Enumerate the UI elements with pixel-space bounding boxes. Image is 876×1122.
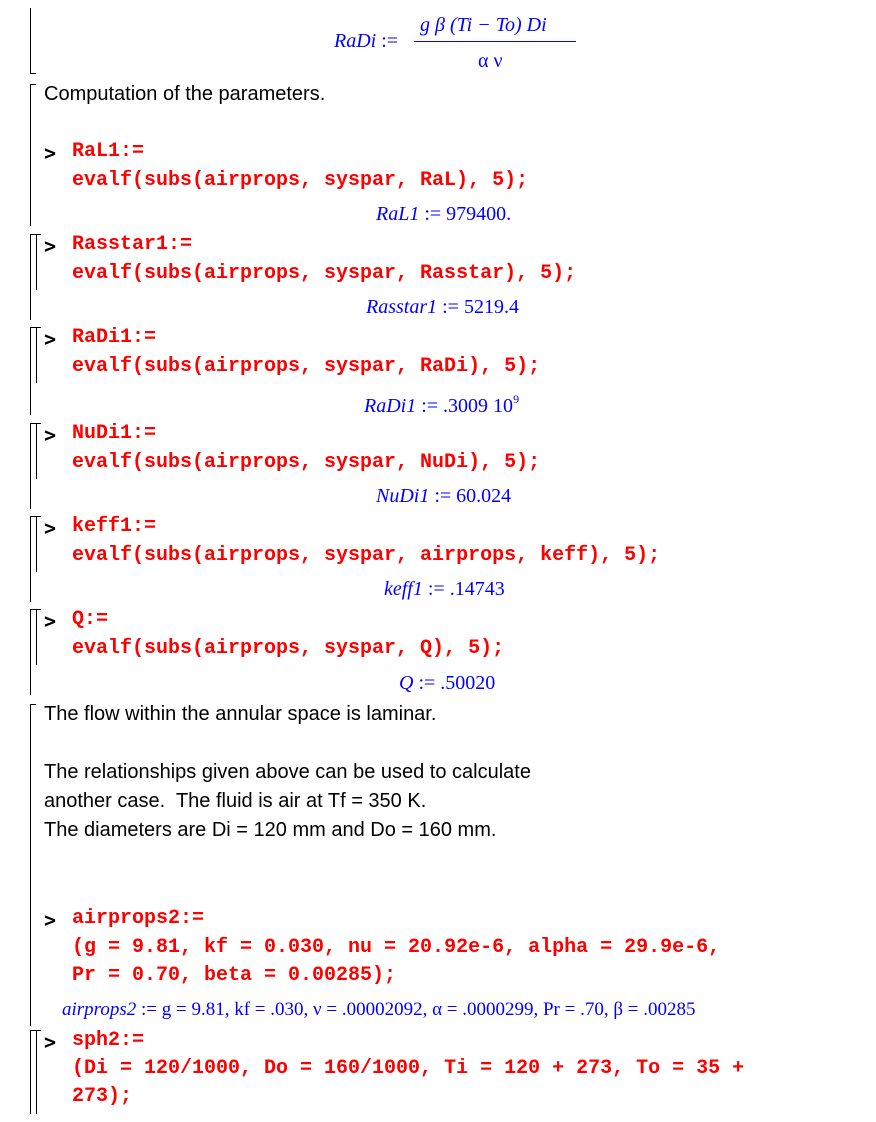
group-bracket: [30, 423, 31, 509]
fraction-bar: [414, 41, 576, 42]
prompt-symbol: >: [44, 1030, 57, 1054]
input-bracket: [36, 423, 37, 479]
text-relationships-line2: another case. The fluid is air at Tf = 350 K.: [44, 790, 427, 812]
input-bracket: [36, 234, 37, 290]
input-bracket: [36, 1030, 37, 1114]
prompt-symbol: >: [44, 327, 57, 351]
cmd-q-line2[interactable]: evalf(subs(airprops, syspar, Q), 5);: [72, 637, 505, 660]
group-bracket: [30, 704, 31, 1026]
cmd-keff1-line2[interactable]: evalf(subs(airprops, syspar, airprops, keff), 5);: [72, 544, 661, 567]
cmd-q-line1[interactable]: Q:=: [72, 608, 109, 631]
cmd-sph2-line2[interactable]: (Di = 120/1000, Do = 160/1000, Ti = 120 + 273, To = 35 +: [60, 1057, 745, 1080]
cmd-radi1-line1[interactable]: RaDi1:=: [72, 326, 157, 349]
radi-numerator: g β (Ti − To) Di: [420, 14, 547, 36]
radi-definition: [334, 10, 594, 74]
cmd-airprops2-line1[interactable]: airprops2:=: [72, 907, 205, 930]
input-bracket: [36, 609, 37, 665]
prompt-symbol: >: [44, 908, 57, 932]
cmd-sph2-line3[interactable]: 273);: [72, 1085, 133, 1108]
cmd-airprops2-line2[interactable]: (g = 9.81, kf = 0.030, nu = 20.92e-6, alpha = 29.9e-6,: [60, 936, 721, 959]
cmd-rasstar1-line2[interactable]: evalf(subs(airprops, syspar, Rasstar), 5);: [72, 262, 577, 285]
text-computation: Computation of the parameters.: [44, 83, 326, 105]
output-radi1: RaDi1 := .3009 $10^9$: [364, 392, 520, 417]
output-ral1: RaL1 := 979400.: [376, 203, 512, 225]
input-bracket: [36, 516, 37, 572]
group-bracket: [30, 516, 31, 602]
cmd-airprops2-line3[interactable]: Pr = 0.70, beta = 0.00285);: [72, 964, 397, 987]
prompt-symbol: >: [44, 423, 57, 447]
output-rasstar1: Rasstar1 := 5219.4: [366, 296, 519, 318]
prompt-symbol: >: [44, 141, 57, 165]
text-relationships-line3: The diameters are Di = 120 mm and Do = 160 mm.: [44, 819, 497, 841]
cmd-nudi1-line2[interactable]: evalf(subs(airprops, syspar, NuDi), 5);: [72, 451, 541, 474]
radi-denominator: α ν: [478, 50, 503, 72]
cmd-rasstar1-line1[interactable]: Rasstar1:=: [72, 233, 193, 256]
group-bracket: [30, 84, 31, 226]
radi-lhs: RaDi :=: [334, 30, 399, 52]
cmd-keff1-line1[interactable]: keff1:=: [72, 515, 157, 538]
group-bracket: [30, 234, 31, 320]
cmd-ral1-line1[interactable]: RaL1:=: [72, 140, 145, 163]
input-bracket: [36, 327, 37, 383]
cmd-ral1-line2[interactable]: evalf(subs(airprops, syspar, RaL), 5);: [72, 169, 529, 192]
cmd-radi1-line2[interactable]: evalf(subs(airprops, syspar, RaDi), 5);: [72, 355, 541, 378]
output-airprops2: airprops2 := g = 9.81, kf = .030, ν = .00002092, α = .0000299, Pr = .70, β = .00285: [62, 999, 696, 1020]
prompt-symbol: >: [44, 234, 57, 258]
output-nudi1: NuDi1 := 60.024: [376, 485, 512, 507]
text-laminar: The flow within the annular space is laminar.: [44, 703, 437, 725]
prompt-symbol: >: [44, 609, 57, 633]
output-q: Q := .50020: [399, 672, 496, 694]
output-keff1: keff1 := .14743: [384, 578, 505, 600]
cmd-sph2-line1[interactable]: sph2:=: [72, 1029, 145, 1052]
prompt-symbol: >: [44, 516, 57, 540]
group-bracket: [30, 327, 31, 415]
group-bracket: [30, 609, 31, 695]
group-bracket: [30, 8, 31, 74]
cmd-nudi1-line1[interactable]: NuDi1:=: [72, 422, 157, 445]
text-relationships-line1: The relationships given above can be used to calculate: [44, 761, 531, 783]
group-bracket: [30, 1030, 31, 1114]
